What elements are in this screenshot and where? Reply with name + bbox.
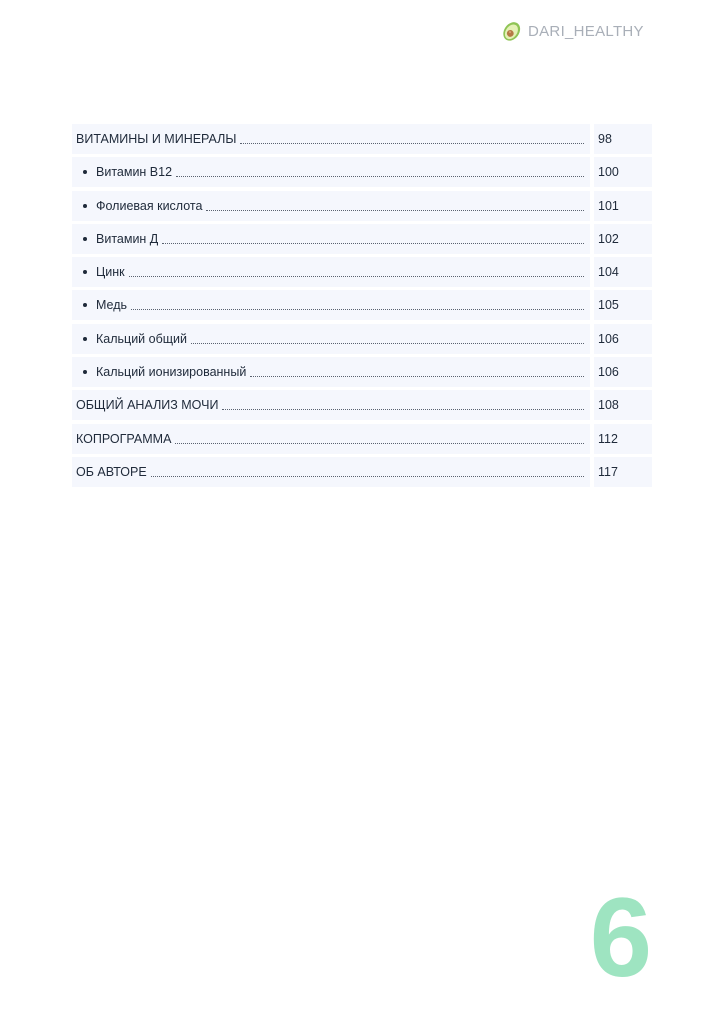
bullet-icon bbox=[83, 337, 87, 341]
page-number: 6 bbox=[589, 875, 652, 1000]
toc-leader-dots bbox=[162, 242, 584, 244]
toc-entry-title bbox=[72, 224, 590, 254]
toc-leader-dots bbox=[250, 375, 584, 377]
toc-entry-page: 112 bbox=[594, 424, 652, 454]
bullet-icon bbox=[83, 204, 87, 208]
toc-entry-label: Цинк bbox=[96, 265, 125, 280]
toc-leader-dots bbox=[191, 342, 584, 344]
bullet-icon bbox=[83, 303, 87, 307]
toc-entry-page: 101 bbox=[594, 191, 652, 221]
toc-leader-dots bbox=[175, 442, 584, 444]
toc-entry-label: Витамин Д bbox=[96, 231, 159, 246]
toc-leader-dots bbox=[129, 275, 584, 277]
toc-leader-dots bbox=[222, 408, 584, 410]
toc-entry-title bbox=[72, 357, 590, 387]
toc-entry-title bbox=[72, 257, 590, 287]
toc-entry-title bbox=[72, 424, 590, 454]
toc-entry-label: Витамин В12 bbox=[96, 165, 173, 180]
toc-row[interactable] bbox=[72, 257, 652, 287]
toc-row[interactable] bbox=[72, 124, 652, 154]
bullet-icon bbox=[83, 237, 87, 241]
toc-entry-title bbox=[72, 324, 590, 354]
toc-row[interactable] bbox=[72, 357, 652, 387]
toc-entry-page: 104 bbox=[594, 257, 652, 287]
toc-entry-page: 108 bbox=[594, 390, 652, 420]
avocado-icon bbox=[500, 19, 524, 43]
toc-entry-page: 105 bbox=[594, 290, 652, 320]
toc-entry-title bbox=[72, 157, 590, 187]
toc-entry-page: 102 bbox=[594, 224, 652, 254]
toc-entry-title bbox=[72, 390, 590, 420]
toc-row[interactable] bbox=[72, 157, 652, 187]
toc-row[interactable] bbox=[72, 191, 652, 221]
toc-row[interactable] bbox=[72, 457, 652, 487]
toc-leader-dots bbox=[151, 475, 584, 477]
toc-row[interactable] bbox=[72, 324, 652, 354]
toc-entry-title bbox=[72, 191, 590, 221]
toc-entry-label: ВИТАМИНЫ И МИНЕРАЛЫ bbox=[76, 132, 237, 146]
bullet-icon bbox=[83, 270, 87, 274]
toc-entry-label: Кальций общий bbox=[96, 331, 187, 346]
toc-entry-page: 100 bbox=[594, 157, 652, 187]
toc-row[interactable] bbox=[72, 424, 652, 454]
toc-entry-page: 98 bbox=[594, 124, 652, 154]
toc-entry-label: Кальций ионизированный bbox=[96, 365, 247, 380]
toc-entry-label: ОБЩИЙ АНАЛИЗ МОЧИ bbox=[76, 398, 219, 413]
toc-row[interactable] bbox=[72, 224, 652, 254]
toc-leader-dots bbox=[176, 175, 584, 177]
bullet-icon bbox=[83, 170, 87, 174]
brand-name: DARI_HEALTHY bbox=[528, 22, 644, 40]
toc-leader-dots bbox=[131, 308, 584, 310]
toc-entry-label: КОПРОГРАММА bbox=[76, 431, 172, 446]
toc-row[interactable] bbox=[72, 390, 652, 420]
toc-leader-dots bbox=[240, 142, 584, 144]
toc-entry-label: ОБ АВТОРЕ bbox=[76, 464, 147, 479]
toc-entry-page: 106 bbox=[594, 357, 652, 387]
toc-leader-dots bbox=[206, 209, 584, 211]
toc-entry-page: 117 bbox=[594, 457, 652, 487]
brand-header bbox=[500, 19, 644, 43]
toc-entry-title bbox=[72, 124, 590, 154]
toc-entry-label: Медь bbox=[96, 298, 128, 313]
toc-entry-title bbox=[72, 290, 590, 320]
table-of-contents bbox=[72, 124, 652, 490]
toc-entry-title bbox=[72, 457, 590, 487]
toc-entry-label: Фолиевая кислота bbox=[96, 198, 203, 213]
toc-entry-page: 106 bbox=[594, 324, 652, 354]
bullet-icon bbox=[83, 370, 87, 374]
toc-row[interactable] bbox=[72, 290, 652, 320]
